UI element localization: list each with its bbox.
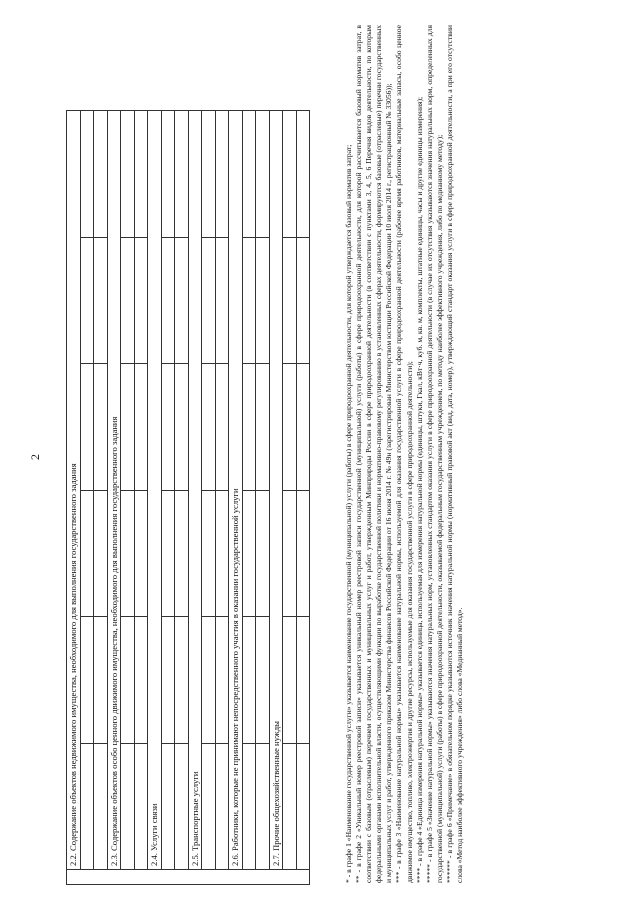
footnote: * - в графе 1 «Наименование государственной услуги» указывается наименование государственной (муниципальной) услуги (работы) в сфере природоохранной деятельности, для которой утверждается базовый норматив затрат; xyxy=(344,144,353,883)
table-row xyxy=(107,111,121,885)
footnote: **** - в графе 4 «Единица измерения натуральной нормы» указывается единица, используемая для измерения натуральной нормы (единицы, штуки, Гкал, кВт·ч, куб. м, кв. м, комплекты, штатные единицы, часы и другие единицы измерения); xyxy=(414,96,424,883)
row-label: 2.3. Содержание объектов особо ценного движимого имущества, необходимого для выполнения государственного задания xyxy=(107,111,121,870)
table-row xyxy=(202,111,216,885)
table-row xyxy=(67,111,81,885)
row-label: 2.5. Транспортные услуги xyxy=(188,111,202,870)
table-row xyxy=(229,111,243,885)
table-row xyxy=(80,111,94,885)
table-row xyxy=(121,111,135,885)
table-row xyxy=(94,111,108,885)
table-row xyxy=(283,111,297,885)
table-row xyxy=(161,111,175,885)
table-row xyxy=(175,111,189,885)
table-row xyxy=(188,111,202,885)
row-label: 2.6. Работники, которые не принимают непосредственного участия в оказании государственной услуги xyxy=(229,111,243,870)
footnotes xyxy=(344,25,465,883)
footnote: ****** - в графе 6 «Примечание» в обязательном порядке указываются источник значения натуральной нормы (нормативный правовой акт (вид, дата, номер), утверждающий стандарт оказания услуги в сфере природоохранной деятельности, а при его отсутствии слова «Метод наиболее эффективного учреждения» либо слова «Медианный метод». xyxy=(444,25,465,883)
footnote: ***** - в графе 5 «Значение натуральной нормы» указываются значения натуральных норм, установленных стандартом оказания услуги в сфере природоохранной деятельности (в случае их отсутствия указываются значения натуральных норм, определенных для государственной (муниципальной) услуги (работы) в сфере природоохранной деятельности, оказываемой федеральным государственным учреждением, по методу наиболее эффективного учреждения, либо по медианному методу); xyxy=(424,25,444,883)
row-label: 2.7. Прочие общехозяйственные нужды xyxy=(269,111,283,870)
table-row xyxy=(256,111,270,885)
page-number: 2 xyxy=(28,454,42,460)
table-row xyxy=(134,111,148,885)
table-row xyxy=(215,111,229,885)
row-label: 2.2. Содержание объектов недвижимого имущества, необходимого для выполнения государственного задания xyxy=(67,111,81,870)
footnote: ** - в графе 2 «Уникальный номер реестровой записи» указывается уникальный номер реестровой записи государственной (муниципальной) услуги (работы) в сфере природоохранной деятельности, для которой рассчитывается базовый норматив затрат, в соответствии с базовым (отраслевым) перечнем государственных и муниципальных услуг и работ, утвержденным Минприроды России в сфере природоохранной деятельности (в соответствии с пунктами 3, 4, 5, 6 Перечня видов деятельности, по которым федеральными органами исполнительной власти, осуществляющими функции по выработке государственной политики и нормативно-правовому регулированию в установленных сферах деятельности, формируются базовые (отраслевые) перечни государственных и муниципальных услуг и работ, утвержденного приказом Министерства финансов Российской Федерации от 16 июня 2014 г. № 49н (зарегистрирован Министерством юстиции Российской Федерации 10 июля 2014 г., регистрационный № 33056)); xyxy=(354,25,394,883)
table-row xyxy=(269,111,283,885)
table-row xyxy=(296,111,310,885)
footnote: *** - в графе 3 «Наименование натуральной нормы» указывается наименование натуральной нормы, используемой для оказания государственной услуги в сфере природоохранной деятельности (рабочее время работников, материальные запасы, особо ценное движимое имущество, топливо, электроэнергия и другие ресурсы, используемые для оказания государственной услуги в сфере природоохранной деятельности); xyxy=(394,25,414,883)
row-label: 2.4. Услуги связи xyxy=(148,111,162,870)
table-row xyxy=(148,111,162,885)
table-row xyxy=(242,111,256,885)
norms-table xyxy=(66,110,310,885)
